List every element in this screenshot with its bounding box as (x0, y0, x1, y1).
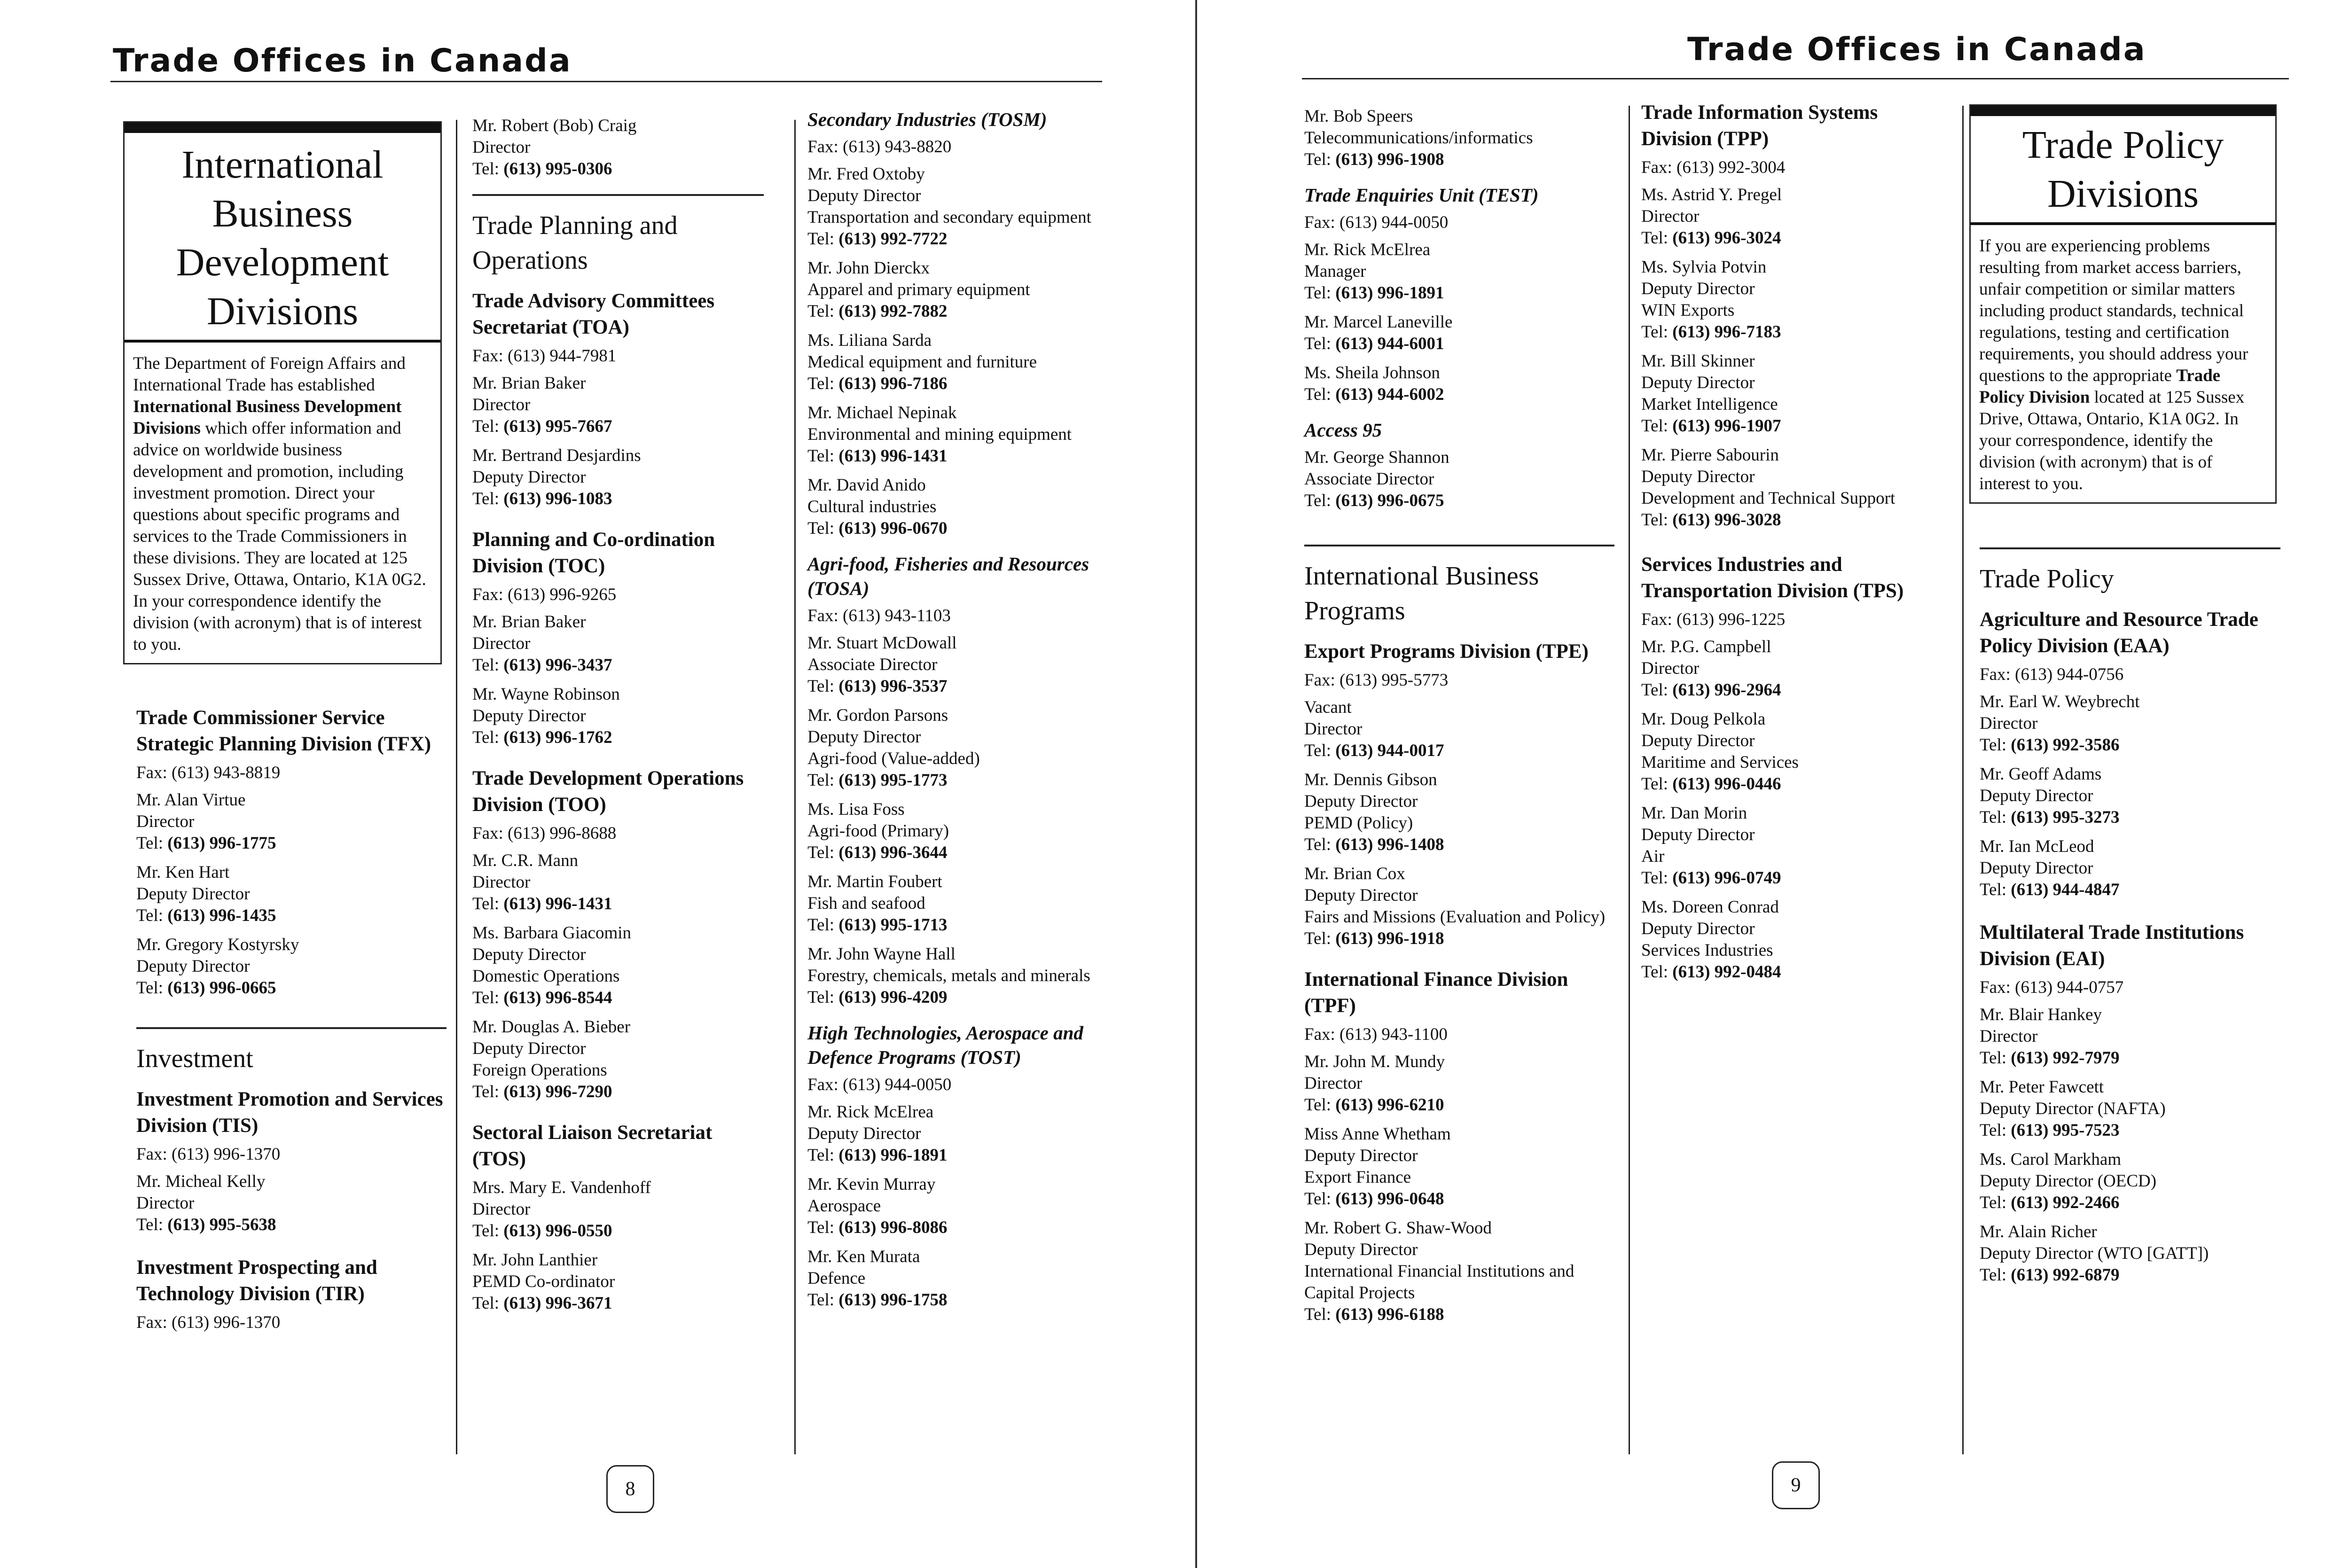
contact-entry: Mr. Stuart McDowall Associate Director Tel: (613) 996-3537 (807, 633, 957, 696)
contact-entry: Mr. Marcel Laneville Tel: (613) 944-6001 (1304, 312, 1453, 353)
division-title-tps: Services Industries and Transportation Division (TPS) (1641, 554, 1904, 602)
contact-entry: Mr. Brian Baker Director Tel: (613) 995-7667 (472, 374, 612, 436)
contact-entry: Mr. Bertrand Desjardins Deputy Director Tel: (613) 996-1083 (472, 446, 641, 508)
contact-entry: Mr. John Wayne Hall Forestry, chemicals, metals and minerals Tel: (613) 996-4209 (807, 944, 1090, 1007)
box-body: If you are experiencing problems resulting from market access barriers, unfair competition or similar matters including product standards, technical regulations, testing and certification requirements, you should address your questions to the appropriate Trade Policy Division located at 125 Sussex Drive, Ottawa, Ontario, K1A 0G2. In your correspondence, identify the division (with acronym) that is of interest to you. (1979, 236, 2248, 493)
division-title-too: Trade Development Operations Division (TOO) (472, 767, 744, 816)
contact-entry: Mr. Dennis Gibson Deputy Director PEMD (Policy) Tel: (613) 996-1408 (1304, 770, 1444, 854)
ibd-divisions-box (123, 121, 442, 664)
contact-entry: Mr. Bill Skinner Deputy Director Market Intelligence Tel: (613) 996-1907 (1641, 351, 1781, 436)
contact-entry: Mr. Douglas A. Bieber Deputy Director Foreign Operations Tel: (613) 996-7290 (472, 1017, 631, 1101)
contact-entry: Mr. Gregory Kostyrsky Deputy Director Tel: (613) 996-0665 (136, 935, 299, 998)
fax-tir: Fax: (613) 996-1370 (136, 1313, 281, 1332)
contact-entry: Mr. Fred Oxtoby Deputy Director Transportation and secondary equipment Tel: (613) 992-7722 (807, 164, 1091, 249)
division-title-tir: Investment Prospecting and Technology Division (TIR) (136, 1256, 377, 1305)
contact-entry: Mr. Ken Murata Defence Tel: (613) 996-1758 (807, 1247, 948, 1310)
fax-tosa: Fax: (613) 943-1103 (807, 606, 951, 625)
contact-entry: Ms. Lisa Foss Agri-food (Primary) Tel: (613) 996-3644 (807, 800, 949, 862)
division-title-test: Trade Enquiries Unit (TEST) (1304, 184, 1539, 206)
fax-eaa: Fax: (613) 944-0756 (1980, 665, 2124, 684)
contact-entry: Ms. Sylvia Potvin Deputy Director WIN Exports Tel: (613) 996-7183 (1641, 257, 1781, 342)
contact-entry: Mr. John Dierckx Apparel and primary equipment Tel: (613) 992-7882 (807, 258, 1030, 321)
left-header-rule (110, 81, 1102, 82)
section-rule (136, 1027, 446, 1029)
contact-entry: Ms. Doreen Conrad Deputy Director Services Industries Tel: (613) 992-0484 (1641, 897, 1781, 982)
left-col-2 (472, 115, 764, 1322)
box-title: Trade Policy Divisions (2022, 123, 2224, 216)
right-col-1 (1304, 106, 1614, 1333)
contact-entry: Mr. Peter Fawcett Deputy Director (NAFTA) Tel: (613) 995-7523 (1980, 1077, 2166, 1140)
box-body: The Department of Foreign Affairs and International Trade has established International Business Development Divisions which offer information and advice on worldwide business development and promotion, including investment promotion. Direct your questions about specific programs and services to the Trade Commissioners in these divisions. They are located at 125 Sussex Drive, Ottawa, Ontario, K1A 0G2. In your correspondence identify the division (with acronym) that is of interest to you. (133, 354, 426, 654)
division-title-tos: Sectoral Liaison Secretariat (TOS) (472, 1122, 713, 1170)
division-title-tost: High Technologies, Aerospace and Defence Programs (TOST) (807, 1022, 1083, 1068)
division-title-tpp: Trade Information Systems Division (TPP) (1641, 101, 1878, 150)
left-col-1 (136, 695, 446, 1339)
division-title-tfx: Trade Commissioner Service Strategic Planning Division (TFX) (136, 707, 431, 755)
contact-entry: Mr. Ken Hart Deputy Director Tel: (613) 996-1435 (136, 863, 276, 925)
contact-entry: Mr. Rick McElrea Manager Tel: (613) 996-1891 (1304, 240, 1444, 303)
contact-entry: Mr. Martin Foubert Fish and seafood Tel: (613) 995-1713 (807, 872, 948, 935)
fax-tost: Fax: (613) 944-0050 (807, 1075, 952, 1094)
fax-test: Fax: (613) 944-0050 (1304, 213, 1449, 232)
fax-tis: Fax: (613) 996-1370 (136, 1145, 281, 1164)
contact-entry: Mr. Doug Pelkola Deputy Director Maritime and Services Tel: (613) 996-0446 (1641, 710, 1799, 794)
contact-entry: Mr. Alan Virtue Director Tel: (613) 996-1775 (136, 790, 276, 853)
division-title-tosm: Secondary Industries (TOSM) (807, 109, 1047, 130)
contact-entry: Mr. Robert (Bob) Craig Director Tel: (613) 995-0306 (472, 116, 637, 179)
right-col-2 (1641, 94, 1942, 991)
fax-tfx: Fax: (613) 943-8819 (136, 763, 281, 782)
contact-entry: Ms. Carol Markham Deputy Director (OECD) Tel: (613) 992-2466 (1980, 1150, 2157, 1212)
contact-entry: Mr. David Anido Cultural industries Tel: (613) 996-0670 (807, 476, 948, 538)
division-title-toa: Trade Advisory Committees Secretariat (TOA) (472, 290, 715, 338)
fax-tpf: Fax: (613) 943-1100 (1304, 1025, 1448, 1044)
contact-entry: Miss Anne Whetham Deputy Director Export Finance Tel: (613) 996-0648 (1304, 1124, 1451, 1209)
section-heading-investment: Investment (136, 1044, 253, 1073)
box-title: International Business Development Divisions (176, 143, 389, 333)
contact-entry: Mr. Ian McLeod Deputy Director Tel: (613) 944-4847 (1980, 837, 2120, 899)
section-heading-trade-policy: Trade Policy (1980, 564, 2114, 593)
contact-entry: Ms. Liliana Sarda Medical equipment and furniture Tel: (613) 996-7186 (807, 331, 1037, 393)
contact-entry: Mr. Kevin Murray Aerospace Tel: (613) 996-8086 (807, 1175, 948, 1237)
contact-entry: Mr. Brian Baker Director Tel: (613) 996-3437 (472, 612, 612, 675)
page-number-9: 9 (1772, 1461, 1820, 1509)
contact-entry: Mr. Bob Speers Telecommunications/informatics Tel: (613) 996-1908 (1304, 107, 1533, 169)
column-divider (794, 120, 796, 1454)
left-col-3 (807, 104, 1108, 1318)
contact-entry: Mr. P.G. Campbell Director Tel: (613) 996-2964 (1641, 637, 1781, 700)
column-divider (1962, 106, 1964, 1454)
fax-tpe: Fax: (613) 995-5773 (1304, 671, 1449, 690)
box-top-bar (125, 123, 440, 133)
contact-entry: Ms. Barbara Giacomin Deputy Director Domestic Operations Tel: (613) 996-8544 (472, 923, 632, 1007)
section-heading-trade-planning: Trade Planning and Operations (472, 211, 678, 275)
contact-entry: Mr. Geoff Adams Deputy Director Tel: (613) 995-3273 (1980, 764, 2120, 827)
division-title-tpf: International Finance Division (TPF) (1304, 968, 1568, 1017)
fax-tps: Fax: (613) 996-1225 (1641, 610, 1786, 629)
contact-entry: Mr. John Lanthier PEMD Co-ordinator Tel: (613) 996-3671 (472, 1250, 615, 1313)
section-heading-ibp: International Business Programs (1304, 562, 1539, 625)
fax-toc: Fax: (613) 996-9265 (472, 585, 617, 604)
contact-entry: Mr. Alain Richer Deputy Director (WTO [GATT]) Tel: (613) 992-6879 (1980, 1222, 2209, 1285)
contact-entry: Mr. Michael Nepinak Environmental and mining equipment Tel: (613) 996-1431 (807, 403, 1072, 466)
right-col-3 (1980, 538, 2280, 1294)
column-divider (1629, 106, 1630, 1454)
left-page-header: Trade Offices in Canada (113, 42, 572, 79)
contact-entry: Mr. John M. Mundy Director Tel: (613) 996-6210 (1304, 1052, 1445, 1115)
column-divider (456, 120, 457, 1454)
division-title-access-95: Access 95 (1304, 419, 1382, 441)
division-title-toc: Planning and Co-ordination Division (TOC) (472, 529, 715, 577)
contact-entry: Mr. Rick McElrea Deputy Director Tel: (613) 996-1891 (807, 1102, 948, 1165)
contact-entry: Ms. Sheila Johnson Tel: (613) 944-6002 (1304, 363, 1444, 404)
contact-entry: Mr. Pierre Sabourin Deputy Director Development and Technical Support Tel: (613) 996-3028 (1641, 445, 1896, 530)
box-top-bar (1971, 106, 2275, 116)
contact-entry: Mrs. Mary E. Vandenhoff Director Tel: (613) 996-0550 (472, 1178, 651, 1240)
contact-entry: Mr. Robert G. Shaw-Wood Deputy Director International Financial Institutions and Capital Projects Tel: (613) 996-6188 (1304, 1218, 1574, 1324)
division-title-tosa: Agri-food, Fisheries and Resources (TOSA) (807, 553, 1089, 599)
contact-entry: Mr. Blair Hankey Director Tel: (613) 992-7979 (1980, 1005, 2120, 1068)
section-rule (1980, 547, 2280, 549)
contact-entry: Mr. Brian Cox Deputy Director Fairs and Missions (Evaluation and Policy) Tel: (613) 996-1918 (1304, 864, 1606, 948)
section-rule (472, 194, 764, 196)
division-title-tis: Investment Promotion and Services Division (TIS) (136, 1088, 443, 1137)
fax-toa: Fax: (613) 944-7981 (472, 346, 617, 366)
page-number-8: 8 (606, 1465, 654, 1513)
contact-entry: Mr. C.R. Mann Director Tel: (613) 996-1431 (472, 851, 612, 913)
fax-eai: Fax: (613) 944-0757 (1980, 978, 2124, 997)
right-page-header: Trade Offices in Canada (1687, 31, 2146, 68)
division-title-eai: Multilateral Trade Institutions Division (EAI) (1980, 921, 2244, 970)
contact-entry: Mr. Gordon Parsons Deputy Director Agri-food (Value-added) Tel: (613) 995-1773 (807, 706, 980, 790)
division-title-tpe: Export Programs Division (TPE) (1304, 640, 1589, 663)
right-header-rule (1302, 78, 2289, 79)
division-title-eaa: Agriculture and Resource Trade Policy Division (EAA) (1980, 608, 2258, 657)
contact-entry: Vacant Director Tel: (613) 944-0017 (1304, 698, 1444, 760)
contact-entry: Mr. George Shannon Associate Director Tel: (613) 996-0675 (1304, 448, 1449, 510)
fax-too: Fax: (613) 996-8688 (472, 824, 617, 843)
contact-entry: Mr. Earl W. Weybrecht Director Tel: (613) 992-3586 (1980, 692, 2140, 755)
fax-tpp: Fax: (613) 992-3004 (1641, 158, 1786, 177)
section-rule (1304, 545, 1614, 546)
contact-entry: Mr. Micheal Kelly Director Tel: (613) 995-5638 (136, 1172, 276, 1234)
book-gutter (1195, 0, 1197, 1568)
contact-entry: Mr. Wayne Robinson Deputy Director Tel: (613) 996-1762 (472, 685, 620, 747)
trade-policy-box (1969, 104, 2277, 504)
fax-tosm: Fax: (613) 943-8820 (807, 137, 952, 156)
contact-entry: Mr. Dan Morin Deputy Director Air Tel: (613) 996-0749 (1641, 804, 1781, 888)
contact-entry: Ms. Astrid Y. Pregel Director Tel: (613) 996-3024 (1641, 185, 1782, 248)
